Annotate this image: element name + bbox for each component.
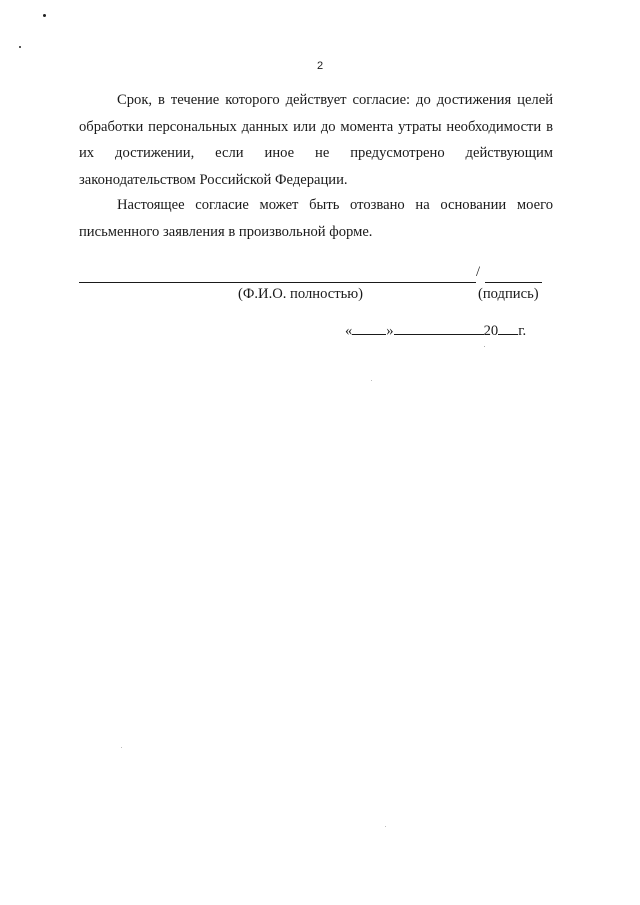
scan-speck	[385, 826, 386, 827]
scan-speck	[43, 14, 46, 17]
consent-term-paragraph: Срок, в течение которого действует согласие: до достижения целей обработки персональных данных или до момента утраты необходимости в их достижении, если иное не предусмотрено действующим законодательством Российской Федерации.	[79, 92, 553, 188]
day-blank[interactable]	[352, 320, 386, 335]
date-century: 20	[483, 323, 499, 339]
signature-separator: /	[476, 264, 481, 280]
consent-revocation-paragraph: Настоящее согласие может быть отозвано на основании моего письменного заявления в произвольной форме.	[79, 197, 553, 240]
signature-caption: (подпись)	[478, 286, 539, 302]
date-year-suffix: г.	[518, 323, 527, 339]
fio-caption: (Ф.И.О. полностью)	[238, 286, 364, 302]
year-blank[interactable]	[498, 320, 518, 335]
scan-speck	[484, 346, 485, 347]
page-number: 2	[316, 60, 324, 72]
scan-speck	[121, 747, 122, 748]
month-blank[interactable]	[394, 320, 484, 335]
date-open-quote: «	[345, 323, 353, 339]
scan-speck	[19, 46, 21, 48]
signature-blank-line[interactable]	[485, 282, 542, 283]
date-line	[345, 320, 526, 340]
scan-speck	[371, 380, 372, 381]
fio-blank-line[interactable]	[79, 282, 476, 283]
date-close-quote: »	[386, 323, 394, 339]
